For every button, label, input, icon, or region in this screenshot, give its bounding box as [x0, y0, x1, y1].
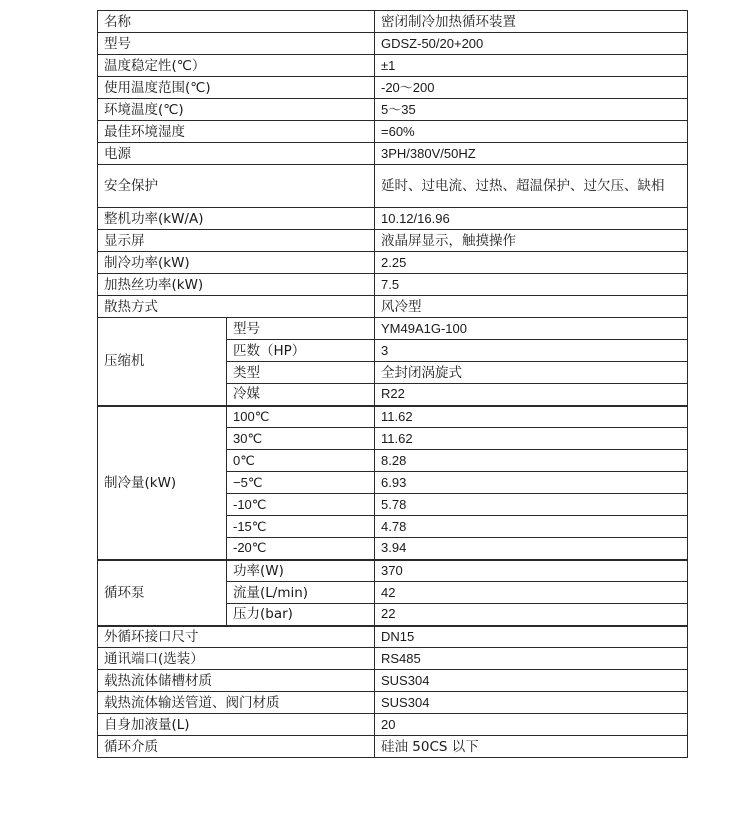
sub-value: 全封闭涡旋式	[375, 362, 688, 384]
row-label: 载热流体输送管道、阀门材质	[98, 692, 375, 714]
row-label: 型号	[98, 33, 375, 55]
row-label: 循环介质	[98, 736, 375, 758]
row-value: 风冷型	[375, 296, 688, 318]
row-label: 显示屏	[98, 230, 375, 252]
row-label: 温度稳定性(℃）	[98, 55, 375, 77]
table-row	[98, 670, 688, 692]
sub-value: 370	[375, 560, 688, 582]
table-row	[98, 296, 688, 318]
cooling-group-label: 制冷量(kW)	[98, 406, 227, 560]
table-row	[98, 143, 688, 165]
row-value: SUS304	[375, 692, 688, 714]
sub-label: −5℃	[227, 472, 375, 494]
row-value: -20～200	[375, 77, 688, 99]
table-row	[98, 33, 688, 55]
row-value: ±1	[375, 55, 688, 77]
sub-label: -20℃	[227, 538, 375, 560]
compressor-group-label: 压缩机	[98, 318, 227, 406]
row-label: 散热方式	[98, 296, 375, 318]
row-label: 外循环接口尺寸	[98, 626, 375, 648]
row-label: 通讯端口(选装）	[98, 648, 375, 670]
row-value: 液晶屏显示，触摸操作	[375, 230, 688, 252]
row-label: 制冷功率(kW)	[98, 252, 375, 274]
sub-value: 3	[375, 340, 688, 362]
row-value: 延时、过电流、过热、超温保护、过欠压、缺相	[375, 165, 688, 208]
sub-value: 8.28	[375, 450, 688, 472]
table-row	[98, 274, 688, 296]
table-row	[98, 11, 688, 33]
row-label: 载热流体储槽材质	[98, 670, 375, 692]
row-value: 5～35	[375, 99, 688, 121]
row-value: SUS304	[375, 670, 688, 692]
sub-label: 类型	[227, 362, 375, 384]
sub-value: 11.62	[375, 406, 688, 428]
sub-value: 42	[375, 582, 688, 604]
sub-value: YM49A1G-100	[375, 318, 688, 340]
table-row	[98, 318, 688, 340]
row-label: 最佳环境湿度	[98, 121, 375, 143]
row-value: 3PH/380V/50HZ	[375, 143, 688, 165]
row-value: =60%	[375, 121, 688, 143]
sub-label: -10℃	[227, 494, 375, 516]
table-row	[98, 99, 688, 121]
spec-table	[97, 10, 688, 758]
sub-label: 流量(L/min)	[227, 582, 375, 604]
table-row	[98, 736, 688, 758]
table-row	[98, 121, 688, 143]
row-value: 10.12/16.96	[375, 208, 688, 230]
row-value: 20	[375, 714, 688, 736]
row-value: 硅油 50CS 以下	[375, 736, 688, 758]
sub-value: 22	[375, 604, 688, 626]
sub-value: 11.62	[375, 428, 688, 450]
table-row	[98, 252, 688, 274]
sub-label: 功率(W)	[227, 560, 375, 582]
sub-label: 30℃	[227, 428, 375, 450]
table-row	[98, 230, 688, 252]
sub-label: 100℃	[227, 406, 375, 428]
table-row	[98, 165, 688, 208]
row-label: 自身加液量(L)	[98, 714, 375, 736]
sub-value: R22	[375, 384, 688, 406]
sub-value: 6.93	[375, 472, 688, 494]
sub-label: -15℃	[227, 516, 375, 538]
table-row	[98, 77, 688, 99]
table-row	[98, 626, 688, 648]
row-label: 加热丝功率(kW)	[98, 274, 375, 296]
sub-value: 4.78	[375, 516, 688, 538]
table-row	[98, 692, 688, 714]
table-row	[98, 406, 688, 428]
table-row	[98, 55, 688, 77]
table-row	[98, 560, 688, 582]
row-label: 电源	[98, 143, 375, 165]
row-value: 2.25	[375, 252, 688, 274]
sub-label: 0℃	[227, 450, 375, 472]
row-label: 安全保护	[98, 165, 375, 208]
sub-label: 型号	[227, 318, 375, 340]
row-label: 名称	[98, 11, 375, 33]
sub-label: 匹数（HP）	[227, 340, 375, 362]
pump-group-label: 循环泵	[98, 560, 227, 626]
sub-value: 3.94	[375, 538, 688, 560]
row-label: 整机功率(kW/A)	[98, 208, 375, 230]
row-value: DN15	[375, 626, 688, 648]
table-row	[98, 714, 688, 736]
row-value: GDSZ-50/20+200	[375, 33, 688, 55]
row-label: 使用温度范围(℃)	[98, 77, 375, 99]
row-label: 环境温度(℃)	[98, 99, 375, 121]
row-value: 7.5	[375, 274, 688, 296]
table-row	[98, 208, 688, 230]
sub-value: 5.78	[375, 494, 688, 516]
sub-label: 压力(bar)	[227, 604, 375, 626]
row-value: 密闭制冷加热循环装置	[375, 11, 688, 33]
row-value: RS485	[375, 648, 688, 670]
table-row	[98, 648, 688, 670]
sub-label: 冷媒	[227, 384, 375, 406]
